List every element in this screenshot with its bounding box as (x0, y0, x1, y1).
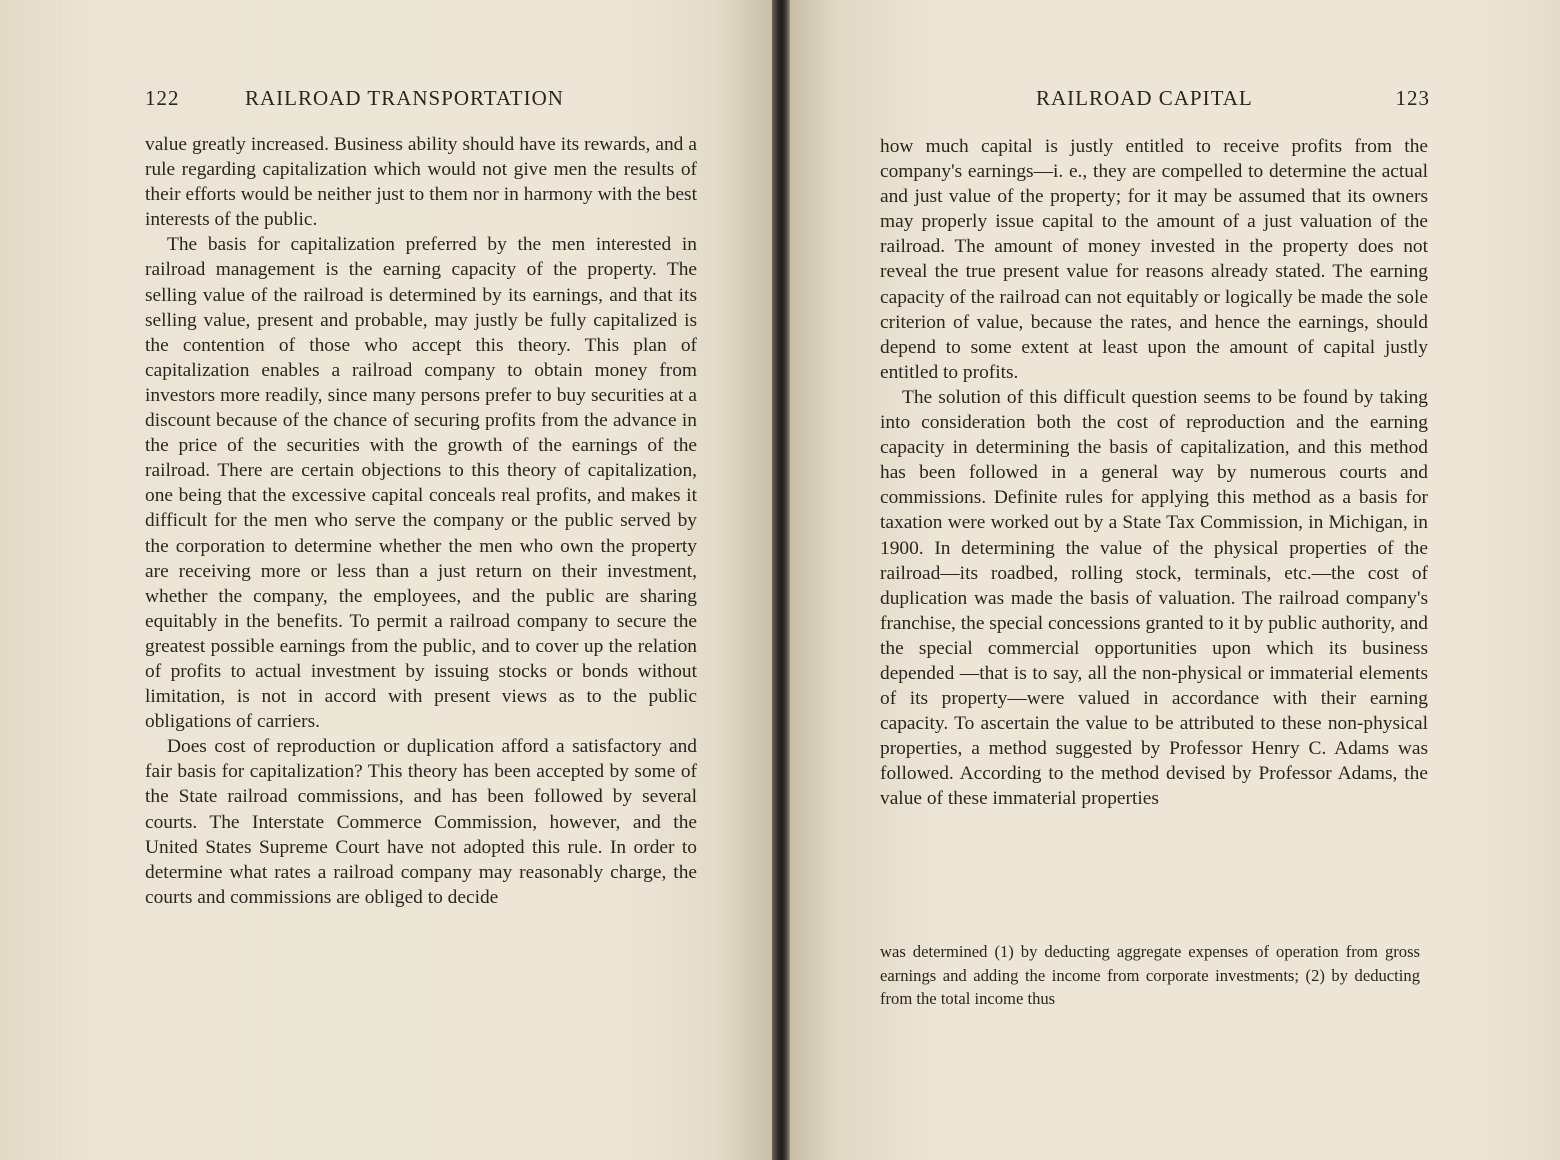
right-page (790, 0, 1560, 1160)
paragraph: value greatly increased. Business ability should have its rewards, and a rule regarding capitalization which would not give men the results of their efforts would be neither just to them nor in harmony with the best interests of the public. (145, 134, 697, 231)
left-page (0, 0, 772, 1160)
right-page-body (880, 134, 1428, 812)
footnote: was determined (1) by deducting aggregate expenses of operation from gross earnings and adding the income from corporate investments; (2) by deducting from the total income thus (880, 942, 1420, 1008)
left-page-header (145, 86, 697, 114)
page-number: 122 (145, 86, 180, 110)
page-number: 123 (1395, 86, 1430, 110)
running-head: RAILROAD CAPITAL (1036, 86, 1253, 110)
left-page-body (145, 132, 697, 910)
paragraph: Does cost of reproduction or duplication afford a satisfactory and fair basis for capitalization? This theory has been accepted by some of the State railroad commissions, and has been followed by several courts. The Interstate Commerce Commission, however, and the United States Supreme Court have not adopted this rule. In order to determine what rates a railroad company may reasonably charge, the courts and commissions are obliged to decide (145, 736, 697, 908)
paragraph: The basis for capitalization preferred by the men interested in railroad management is the earning capacity of the property. The selling value of the railroad is determined by its earnings, and that its selling value, present and probable, may justly be fully capitalized is the contention of those who accept this theory. This plan of capitalization enables a railroad company to obtain money from investors more readily, since many persons prefer to buy securities at a discount because of the chance of securing profits from the advance in the price of the securities with the growth of the earnings of the railroad. There are certain objections to this theory of capitalization, one being that the excessive capital conceals real profits, and makes it difficult for the men who serve the company or the public served by the corporation to determine whether the men who own the property are receiving more or less than a just return on their investment, whether the company, the employees, and the public are sharing equitably in the benefits. To permit a railroad company to secure the greatest possible earnings from the public, and to cover up the relation of profits to actual investment by issuing stocks or bonds without limitation, is not in accord with present views as to the public obligations of carriers. (145, 234, 697, 733)
running-head: RAILROAD TRANSPORTATION (245, 86, 564, 110)
paragraph: how much capital is justly entitled to receive profits from the company's earnings—i. e., they are compelled to determine the actual and just value of the property; for it may be assumed that its owners may properly issue capital to the amount of a just valuation of the railroad. The amount of money invested in the property does not reveal the true present value for reasons already stated. The earning capacity of the railroad can not equitably or logically be made the sole criterion of value, because the rates, and hence the earnings, should depend to some extent at least upon the amount of capital justly entitled to profits. (880, 136, 1428, 383)
paragraph: The solution of this difficult question seems to be found by taking into consideration both the cost of reproduction and the earning capacity in determining the basis of capitalization, and this method has been followed in a general way by numerous courts and commissions. Definite rules for applying this method as a basis for taxation were worked out by a State Tax Commission, in Michigan, in 1900. In determining the value of the physical properties of the railroad—its roadbed, rolling stock, terminals, etc.—the cost of duplication was made the basis of valuation. The railroad company's franchise, the special concessions granted to it by public authority, and the special commercial opportunities upon which its business depended —that is to say, all the non-physical or immaterial elements of its property—were valued in accordance with their earning capacity. To ascertain the value to be attributed to these non-physical properties, a method suggested by Professor Henry C. Adams was followed. According to the method devised by Professor Adams, the value of these immaterial properties (880, 386, 1428, 810)
book-gutter (772, 0, 790, 1160)
right-page-header (880, 86, 1430, 114)
